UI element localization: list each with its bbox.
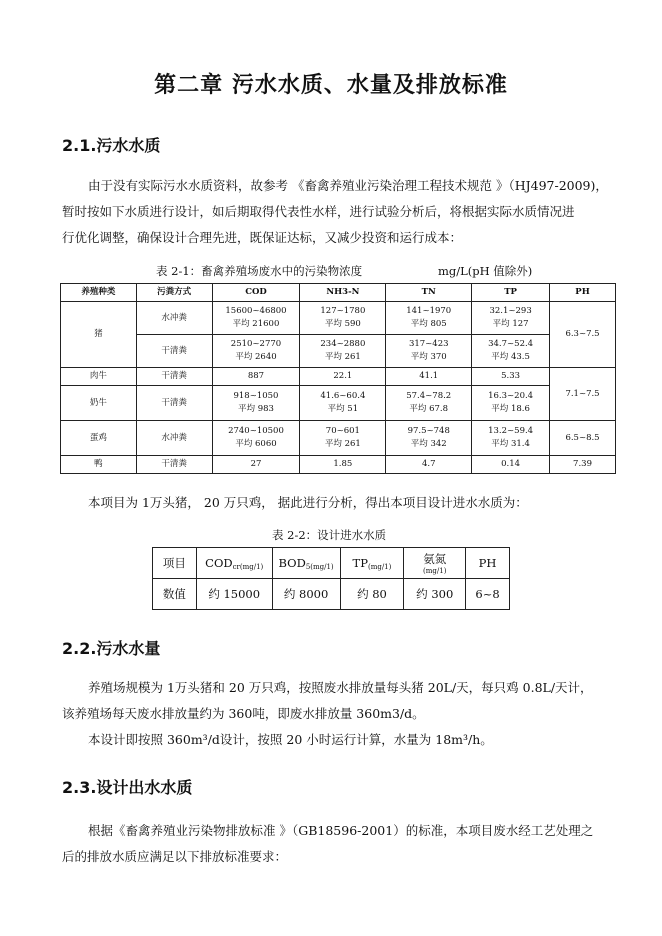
column-header: 污粪方式 <box>136 284 212 302</box>
tp-cell: 32.1~293 平均 127 <box>472 302 550 335</box>
ph-cell: 6.5~8.5 <box>550 421 616 456</box>
method-cell: 干清粪 <box>136 456 212 474</box>
paragraph-line: 根据《畜禽养殖业污染物排放标准 》（GB18596-2001）的标准，本项目废水经工艺处理之 <box>88 823 594 838</box>
chapter-title: 第二章 污水水质、水量及排放标准 <box>154 73 508 98</box>
cod-cell: 27 <box>212 456 300 474</box>
species-cell: 肉牛 <box>61 368 137 386</box>
value-cell: 约 300 <box>404 579 466 610</box>
cod-cell: 2510~2770 平均 2640 <box>212 335 300 368</box>
tn-cell: 57.4~78.2 平均 67.8 <box>386 386 472 421</box>
ph-cell: 6.3~7.5 <box>550 302 616 368</box>
nh3-cell: 127~1780 平均 590 <box>300 302 386 335</box>
table-header-row <box>61 284 616 302</box>
cod-cell: 918~1050 平均 983 <box>212 386 300 421</box>
ammonia-header: 氨氮 (mg/1) <box>404 548 466 579</box>
table-row <box>61 456 616 474</box>
column-header: 养殖种类 <box>61 284 137 302</box>
nh3-cell: 1.85 <box>300 456 386 474</box>
ph-cell: 7.1~7.5 <box>550 368 616 421</box>
tn-cell: 4.7 <box>386 456 472 474</box>
species-cell: 鸭 <box>61 456 137 474</box>
table-row <box>61 368 616 386</box>
ph-cell: 7.39 <box>550 456 616 474</box>
pollutant-concentration-table <box>60 283 616 474</box>
paragraph-line: 行优化调整，确保设计合理先进，既保证达标，又减少投资和运行成本： <box>62 230 463 245</box>
cod-cell: 887 <box>212 368 300 386</box>
section-heading-effluent-quality: 2.3.设计出水水质 <box>62 778 193 797</box>
table1-unit: mg/L(pH 值除外) <box>438 264 533 278</box>
row-label: 数值 <box>153 579 197 610</box>
paragraph-line: 养殖场规模为 1万头猪和 20 万只鸡，按照废水排放量每头猪 20L/天，每只鸡 0.8L/天计， <box>88 680 593 695</box>
species-cell: 奶牛 <box>61 386 137 421</box>
method-cell: 水冲粪 <box>136 421 212 456</box>
species-cell: 猪 <box>61 302 137 368</box>
tp-cell: 13.2~59.4 平均 31.4 <box>472 421 550 456</box>
ph-header: PH <box>466 548 510 579</box>
tn-cell: 97.5~748 平均 342 <box>386 421 472 456</box>
tn-cell: 41.1 <box>386 368 472 386</box>
nh3-cell: 41.6~60.4 平均 51 <box>300 386 386 421</box>
tn-cell: 141~1970 平均 805 <box>386 302 472 335</box>
species-cell: 蛋鸡 <box>61 421 137 456</box>
tp-cell: 16.3~20.4 平均 18.6 <box>472 386 550 421</box>
paragraph-line: 暂时按如下水质进行设计，如后期取得代表性水样，进行试验分析后，将根据实际水质情况进 <box>62 204 575 219</box>
column-header: TP <box>472 284 550 302</box>
nh3-cell: 70~601 平均 261 <box>300 421 386 456</box>
table-row <box>153 548 510 579</box>
bod-header: $BOD_{5(mg/1)}$ <box>272 548 340 579</box>
nh3-cell: 234~2880 平均 261 <box>300 335 386 368</box>
cod-header: $COD_{cr(mg/1)}$ <box>196 548 272 579</box>
paragraph-line: 该养殖场每天废水排放量约为 360吨，即废水排放量 360m3/d。 <box>62 706 425 721</box>
value-cell: 约 80 <box>340 579 404 610</box>
column-header: TN <box>386 284 472 302</box>
value-cell: 6~8 <box>466 579 510 610</box>
paragraph-line: 后的排放水质应满足以下排放标准要求： <box>62 849 288 864</box>
method-cell: 干清粪 <box>136 368 212 386</box>
paragraph-line: 本项目为 1万头猪， 20 万只鸡， 据此进行分析，得出本项目设计进水水质为： <box>88 495 528 510</box>
tp-cell: 5.33 <box>472 368 550 386</box>
table-row <box>61 335 616 368</box>
column-header: PH <box>550 284 616 302</box>
cod-cell: 2740~10500 平均 6060 <box>212 421 300 456</box>
tp-header: $TP_{(mg/1)}$ <box>340 548 404 579</box>
table-row <box>61 386 616 421</box>
tp-cell: 34.7~52.4 平均 43.5 <box>472 335 550 368</box>
table1-caption: 表 2-1：畜禽养殖场废水中的污染物浓度 <box>156 264 363 278</box>
nh3-cell: 22.1 <box>300 368 386 386</box>
method-cell: 干清粪 <box>136 335 212 368</box>
cod-cell: 15600~46800 平均 21600 <box>212 302 300 335</box>
table2-caption: 表 2-2：设计进水水质 <box>272 528 387 542</box>
paragraph-line: 由于没有实际污水水质资料，故参考 《畜禽养殖业污染治理工程技术规范 》（HJ497-2009)， <box>88 178 608 193</box>
value-cell: 约 15000 <box>196 579 272 610</box>
section-heading-water-quality: 2.1.污水水质 <box>62 136 161 155</box>
table-row <box>61 302 616 335</box>
method-cell: 水冲粪 <box>136 302 212 335</box>
row-label: 项目 <box>153 548 197 579</box>
design-influent-table <box>152 547 510 610</box>
section-heading-water-quantity: 2.2.污水水量 <box>62 639 161 658</box>
method-cell: 干清粪 <box>136 386 212 421</box>
column-header: COD <box>212 284 300 302</box>
table-row <box>61 421 616 456</box>
tn-cell: 317~423 平均 370 <box>386 335 472 368</box>
column-header: NH3-N <box>300 284 386 302</box>
tp-cell: 0.14 <box>472 456 550 474</box>
table-row <box>153 579 510 610</box>
paragraph-line: 本设计即按照 360m³/d设计，按照 20 小时运行计算，水量为 18m³/h。 <box>88 732 493 747</box>
value-cell: 约 8000 <box>272 579 340 610</box>
